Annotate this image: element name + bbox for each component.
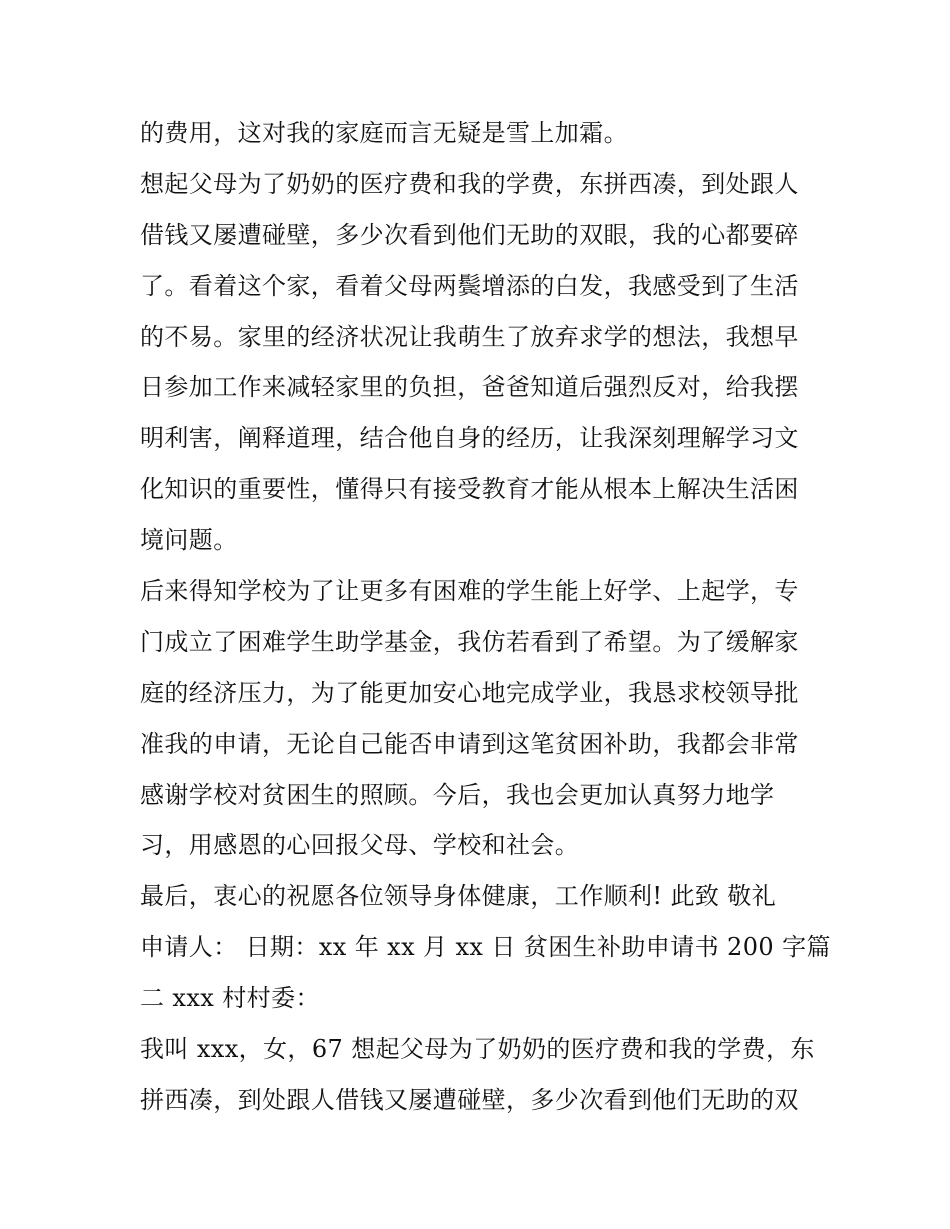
text-line: 日参加工作来减轻家里的负担，爸爸知道后强烈反对，给我摆 [140,373,799,402]
text-line: 的费用，这对我的家庭而言无疑是雪上加霜。 [140,119,628,147]
text-line: 借钱又屡遭碰壁，多少次看到他们无助的双眼，我的心都要碎 [140,220,799,249]
text-line: 化知识的重要性，懂得只有接受教育才能从根本上解决生活困 [140,475,799,504]
text-line: 了。看着这个家，看着父母两鬓增添的白发，我感受到了生活 [140,271,799,300]
text-line: 准我的申请，无论自己能否申请到这笔贫困补助，我都会非常 [140,729,799,758]
text-line: 后来得知学校为了让更多有困难的学生能上好学、上起学，专 [140,577,799,606]
text-line: 想起父母为了奶奶的医疗费和我的学费，东拼西凑，到处跟人 [140,169,799,198]
text-line: 申请人： 日期：xx 年 xx 月 xx 日 贫困生补助申请书 200 字篇 [140,933,831,962]
text-line: 拼西凑，到处跟人借钱又屡遭碰壁，多少次看到他们无助的双 [140,1085,799,1114]
text-line: 的不易。家里的经济状况让我萌生了放弃求学的想法，我想早 [140,322,799,351]
text-line: 门成立了困难学生助学基金，我仿若看到了希望。为了缓解家 [140,627,799,656]
text-line: 最后，衷心的祝愿各位领导身体健康，工作顺利! 此致 敬礼 [140,882,777,911]
text-line: 境问题。 [140,526,238,555]
document-body [140,108,831,1126]
text-line: 明利害，阐释道理，结合他自身的经历，让我深刻理解学习文 [140,424,799,453]
text-line: 习，用感恩的心回报父母、学校和社会。 [140,831,580,860]
text-line: 感谢学校对贫困生的照顾。今后，我也会更加认真努力地学 [140,780,775,809]
text-line: 二 xxx 村村委： [140,984,320,1013]
text-line: 庭的经济压力，为了能更加安心地完成学业，我恳求校领导批 [140,678,799,707]
text-line: 我叫 xxx，女，67 想起父母为了奶奶的医疗费和我的学费，东 [140,1035,815,1064]
